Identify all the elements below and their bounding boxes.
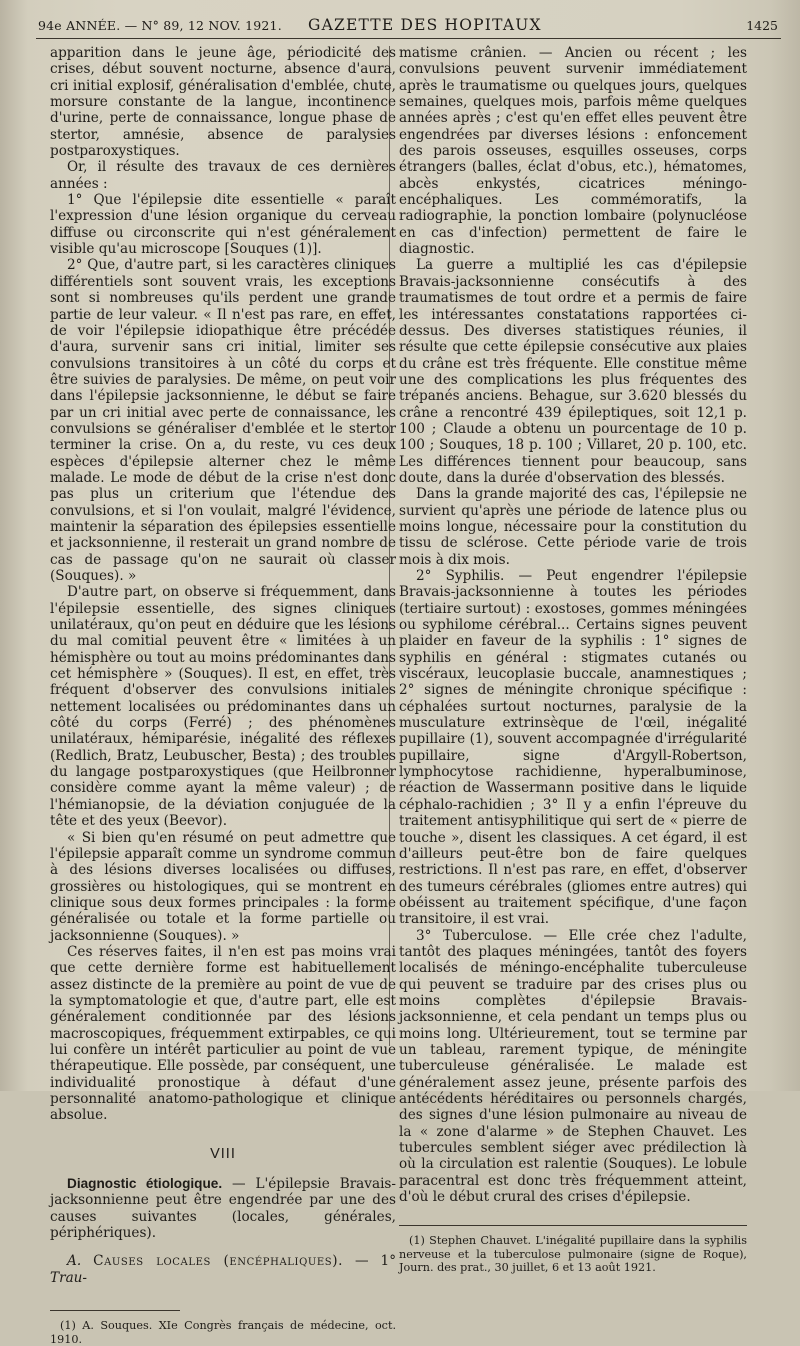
subheading	[50, 1253, 396, 1286]
journal-title: GAZETTE DES HOPITAUX	[308, 16, 542, 34]
paragraph: apparition dans le jeune âge, périodicité des crises, début souvent nocturne, absence d'aura, cri initial explosif, généralisation d'emblée, chute, morsure constante de la langue, incontinence d'urine, perte de connaissance, longue phase de stertor, amnésie, absence de paralysies postparoxystiques.	[50, 45, 396, 160]
page-number: 1425	[746, 18, 778, 33]
footnote: (1) Stephen Chauvet. L'inégalité pupillaire dans la syphilis nerveuse et la tuberculose pulmonaire (signe de Roque), Journ. des prat., 30 juillet, 6 et 13 août 1921.	[399, 1234, 747, 1275]
issue-info: 94e ANNÉE. — N° 89, 12 NOV. 1921.	[38, 18, 282, 33]
paragraph: Ces réserves faites, il n'en est pas moins vrai que cette dernière forme est habituellement assez distincte de la première au point de vue de la symptomatologie et que, d'autre part, elle est généralement conditionnée par des lésions macroscopiques, fréquemment extirpables, ce qui lui confère un intérêt particulier au point de vue thérapeutique. Elle possède, par conséquent, une individualité pronostique à défaut d'une personnalité anatomo-pathologique et clinique absolue.	[50, 943, 396, 1124]
paragraph: « Si bien qu'en résumé on peut admettre que l'épilepsie apparaît comme un syndrome commun à des lésions diverses localisées ou diffuses, grossières ou histologiques, qui se montrent en clinique sous deux formes principales : la forme généralisée ou totale et la forme partielle ou jacksonnienne (Souques). »	[50, 829, 396, 944]
section-heading	[50, 1176, 396, 1241]
section-heading-bold: Diagnostic étiologique.	[67, 1176, 223, 1192]
left-column	[50, 45, 396, 1346]
subheading-rest: — 1°	[343, 1253, 396, 1270]
paragraph: 1° Que l'épilepsie dite essentielle « paraît l'expression d'une lésion organique du cerveau diffuse ou circonscrite qui n'est généralement visible qu'au microscope [Souques (1)].	[50, 192, 396, 258]
paragraph: Dans la grande majorité des cas, l'épilepsie ne survient qu'après une période de latence plus ou moins longue, nécessaire pour la constitution du tissu de sclérose. Cette période varie de trois mois à dix mois.	[399, 486, 747, 568]
paragraph: La guerre a multiplié les cas d'épilepsie Bravais-jacksonnienne consécutifs à des traumatismes de tout ordre et a permis de faire les intéressantes constatations rapportées ci-dessus. Des diverses statistiques réunies, il résulte que cette épilepsie consécutive aux plaies du crâne est très fréquente. Elle constitue même une des complications les plus fréquentes des trépanés anciens. Behague, sur 3.620 blessés du crâne a rencontré 439 épileptiques, soit 12,1 p. 100 ; Claude a obtenu un pourcentage de 10 p. 100 ; Souques, 18 p. 100 ; Villaret, 20 p. 100, etc. Les différences tiennent pour beaucoup, sans doute, dans la durée d'observation des blessés.	[399, 257, 747, 486]
paragraph: matisme crânien. — Ancien ou récent ; les convulsions peuvent survenir immédiatement après le traumatisme ou quelques jours, quelques semaines, quelques mois, parfois même quelques années après ; c'est qu'en effet elles peuvent être engendrées par diverses lésions : enfoncement des parois osseuses, esquilles osseuses, corps étrangers (balles, éclat d'obus, etc.), hématomes, abcès enkystés, cicatrices méningo-encéphaliques. Les commémoratifs, la radiographie, la ponction lombaire (polynucléose en cas d'infection) permettent de faire le diagnostic.	[399, 45, 747, 258]
subheading-letter: A.	[67, 1253, 82, 1270]
section-heading-text: — L'épilepsie Bravais-jacksonnienne peut être engendrée par une des causes suivantes (locales, générales, périphériques).	[50, 1176, 396, 1242]
footnote: (1) A. Souques. XIe Congrès français de médecine, oct. 1910.	[50, 1319, 396, 1346]
subheading-italic: Trau-	[50, 1269, 88, 1286]
paragraph: Or, il résulte des travaux de ces dernières années :	[50, 159, 396, 192]
section-number: VIII	[210, 1145, 236, 1162]
footnote-rule	[50, 1310, 180, 1311]
paragraph: 3° Tuberculose. — Elle crée chez l'adulte, tantôt des plaques méningées, tantôt des foyers localisés de méningo-encéphalite tuberculeuse qui peuvent se traduire par des crises plus ou moins complètes d'épilepsie Bravais-jacksonnienne, et cela pendant un temps plus ou moins long. Ultérieurement, tout se termine par un tableau, rarement typique, de méningite tuberculeuse généralisée. Le malade est généralement assez jeune, présente parfois des antécédents héréditaires ou personnels chargés, des signes d'une lésion pulmonaire au niveau de la « zone d'alarme » de Stephen Chauvet. Les tubercules semblent siéger avec prédilection là où la circulation est ralentie (Souques). Le lobule paracentral est donc très fréquemment atteint, d'où le début crural des crises d'épilepsie.	[399, 927, 747, 1206]
header-rule	[36, 38, 781, 39]
paragraph: 2° Syphilis. — Peut engendrer l'épilepsie Bravais-jacksonnienne à toutes les périodes (tertiaire surtout) : exostoses, gommes méningées ou syphilome cérébral... Certains signes peuvent plaider en faveur de la syphilis : 1° signes de syphilis en général : stigmates cutanés ou viscéraux, leucoplasie buccale, anamnestiques ; 2° signes de méningite chronique spécifique : céphalées surtout nocturnes, paralysie de la musculature extrinsèque de l'œil, inégalité pupillaire (1), souvent accompagnée d'irrégularité pupillaire, signe d'Argyll-Robertson, lymphocytose rachidienne, hyperalbuminose, réaction de Wassermann positive dans le liquide céphalo-rachidien ; 3° Il y a enfin l'épreuve du traitement antisyphilitique qui sert de « pierre de touche », disent les classiques. A cet égard, il est d'ailleurs peut-être bon de faire quelques restrictions. Il n'est pas rare, en effet, d'observer des tumeurs cérébrales (gliomes entre autres) qui obéissent au traitement spécifique, d'une façon transitoire, il est vrai.	[399, 568, 747, 928]
right-column	[399, 45, 747, 1275]
paragraph: 2° Que, d'autre part, si les caractères cliniques différentiels sont souvent vrais, les exceptions sont si nombreuses qu'ils perdent une grande partie de leur valeur. « Il n'est pas rare, en effet, de voir l'épilepsie idiopathique être précédée d'aura, survenir sans cri initial, limiter ses convulsions transitoires à un côté du corps et être suivies de paralysies. De même, on peut voir dans l'épilepsie jacksonnienne, le début se faire par un cri initial avec perte de connaissance, les convulsions se généraliser d'emblée et le stertor terminer la crise. On a, du reste, vu ces deux espèces d'épilepsie alterner chez le même malade. Le mode de début de la crise n'est donc pas plus un criterium que l'étendue des convulsions, et si l'on voulait, malgré l'évidence, maintenir la séparation des épilepsies essentielle et jacksonnienne, il resterait un grand nombre de cas de passage qu'on ne saurait où classer (Souques). »	[50, 257, 396, 584]
paragraph: D'autre part, on observe si fréquemment, dans l'épilepsie essentielle, des signes cliniques unilatéraux, qu'on peut en déduire que les lésions du mal comitial peuvent être « limitées à un hémisphère ou tout au moins prédominantes dans cet hémisphère » (Souques). Il est, en effet, très fréquent d'observer des convulsions initiales nettement localisées ou prédominantes dans un côté du corps (Ferré) ; des phénomènes unilatéraux, hémiparésie, inégalité des réflexes (Redlich, Bratz, Leubuscher, Besta) ; des troubles du langage postparoxystiques (que Heilbronner considère comme ayant la même valeur) ; de l'hémianopsie, de la déviation conjuguée de la tête et des yeux (Beevor).	[50, 584, 396, 830]
subheading-title: Causes locales (encéphaliques).	[93, 1253, 344, 1270]
footnote-rule	[399, 1225, 747, 1226]
page-header	[38, 12, 778, 38]
